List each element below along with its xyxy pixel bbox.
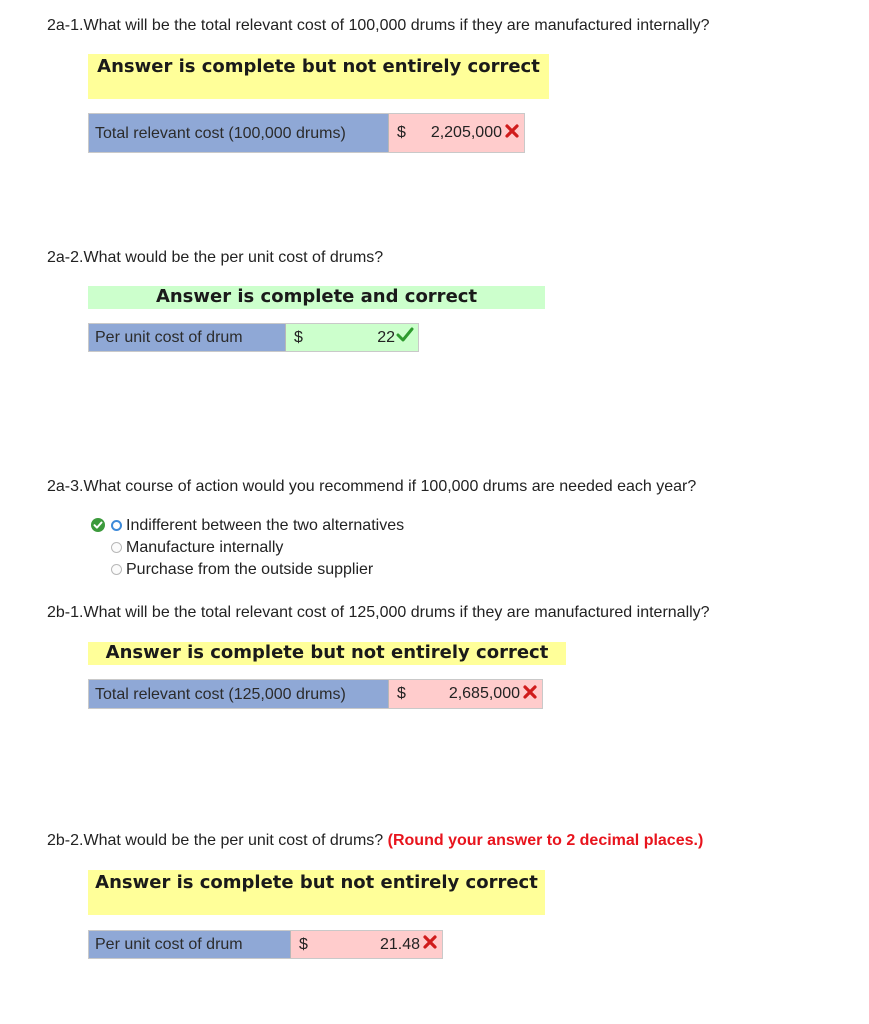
answer-value-cell[interactable]	[389, 680, 542, 708]
check-mark-icon	[396, 327, 414, 348]
question-2b-2	[47, 831, 703, 851]
answer-table-2a-2	[88, 323, 419, 352]
currency-symbol: $	[397, 685, 406, 702]
answer-value-cell[interactable]	[291, 931, 442, 958]
answer-table-2a-1	[88, 113, 525, 153]
currency-symbol: $	[294, 328, 303, 346]
answer-label: Total relevant cost (125,000 drums)	[89, 680, 389, 708]
radio-button[interactable]	[111, 564, 122, 575]
answer-value: 21.48	[379, 935, 420, 953]
x-mark-icon	[422, 934, 438, 955]
answer-value: 2,205,000	[430, 124, 502, 141]
result-banner-correct: Answer is complete and correct	[88, 286, 545, 309]
correct-status-icon	[91, 518, 105, 532]
radio-button-selected[interactable]	[111, 520, 122, 531]
radio-option-label: Indifferent between the two alternatives	[126, 517, 405, 534]
answer-label: Total relevant cost (100,000 drums)	[89, 114, 389, 152]
currency-symbol: $	[397, 124, 406, 141]
answer-value: 22	[377, 328, 395, 346]
question-2a-1: 2a-1.What will be the total relevant cost of 100,000 drums if they are manufactured internally?	[47, 17, 710, 34]
radio-button[interactable]	[111, 542, 122, 553]
x-mark-icon	[504, 123, 520, 144]
radio-option-label: Purchase from the outside supplier	[126, 561, 374, 578]
question-text: 2b-2.What would be the per unit cost of drums?	[47, 832, 384, 849]
result-banner-partial: Answer is complete but not entirely correct	[88, 54, 549, 99]
question-2a-3: 2a-3.What course of action would you recommend if 100,000 drums are needed each year?	[47, 478, 697, 495]
answer-value-cell[interactable]	[389, 114, 524, 152]
rounding-hint: (Round your answer to 2 decimal places.)	[387, 832, 704, 849]
answer-label: Per unit cost of drum	[89, 931, 291, 958]
answer-table-2b-2	[88, 930, 443, 959]
answer-value: 2,685,000	[448, 685, 520, 702]
result-banner-partial: Answer is complete but not entirely correct	[88, 642, 566, 665]
question-2b-1: 2b-1.What will be the total relevant cost of 125,000 drums if they are manufactured internally?	[47, 604, 710, 621]
radio-option-label: Manufacture internally	[126, 539, 284, 556]
result-banner-partial: Answer is complete but not entirely correct	[88, 870, 545, 915]
answer-value-cell[interactable]	[286, 324, 418, 351]
answer-label: Per unit cost of drum	[89, 324, 286, 351]
x-mark-icon	[522, 684, 538, 705]
currency-symbol: $	[299, 935, 308, 953]
answer-table-2b-1	[88, 679, 543, 709]
question-2a-2: 2a-2.What would be the per unit cost of drums?	[47, 249, 384, 266]
